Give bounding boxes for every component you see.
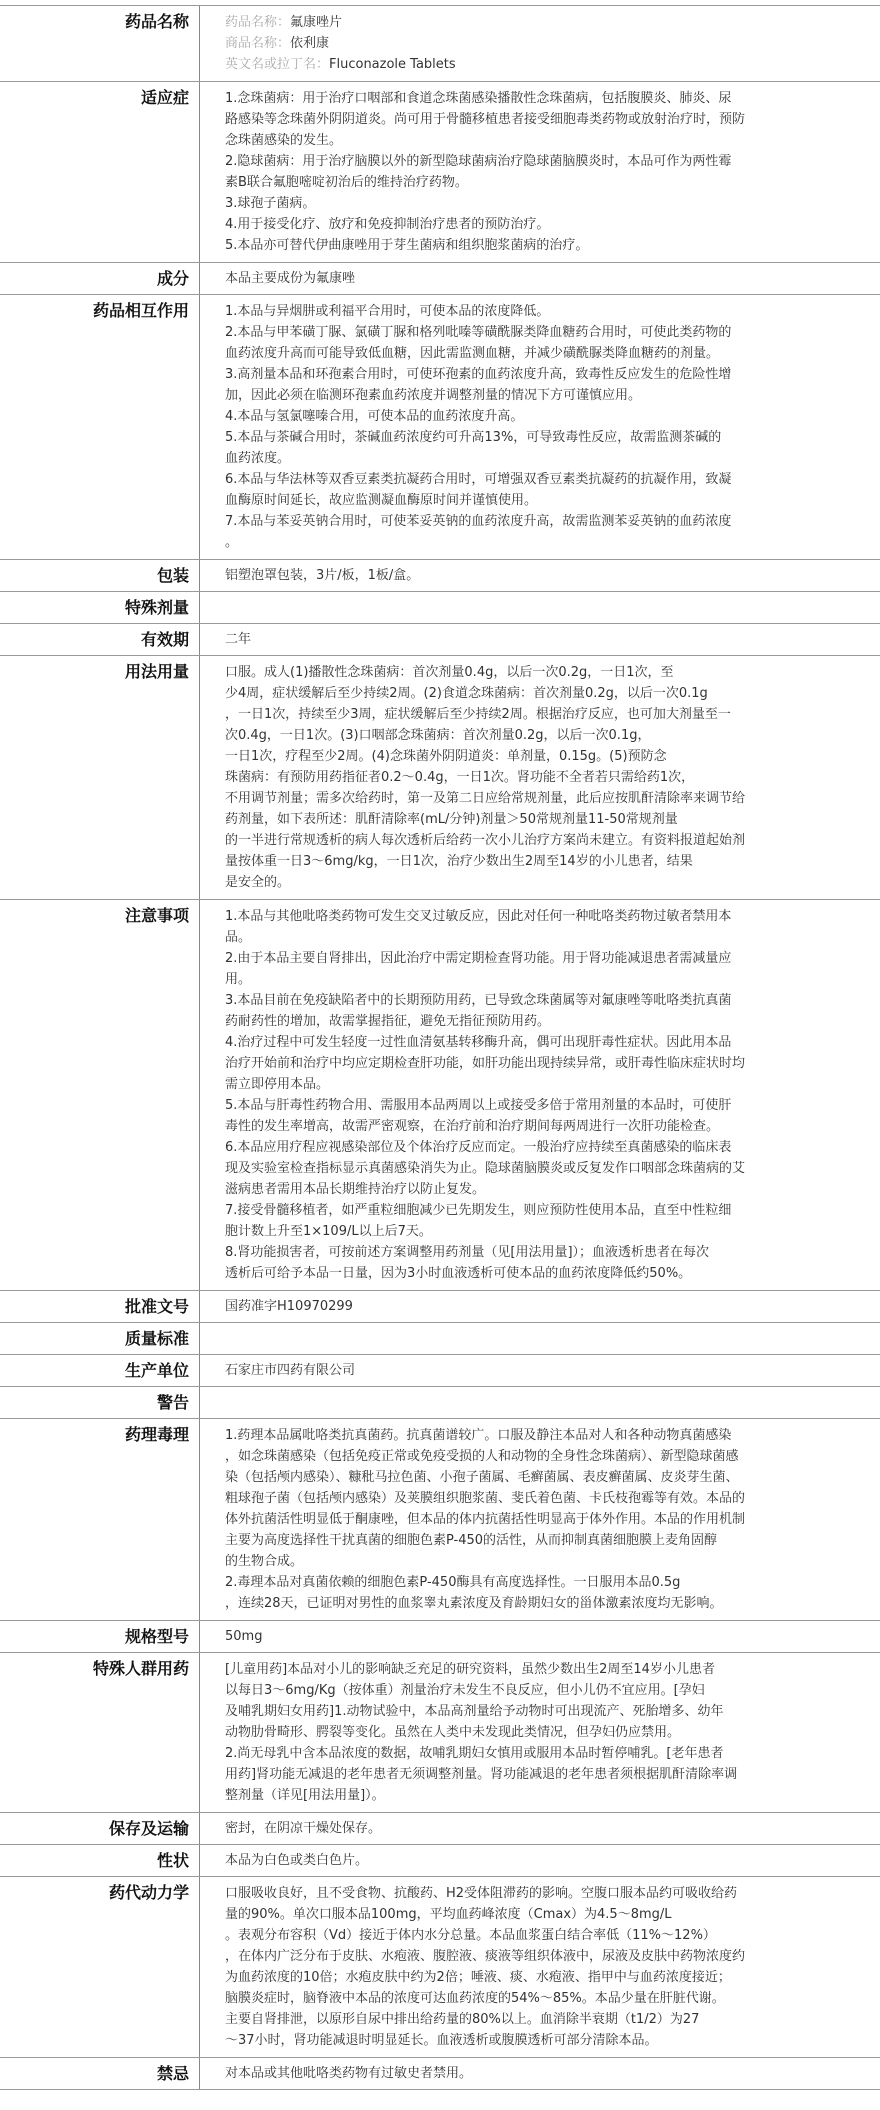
content-line: [儿童用药]本品对小儿的影响缺乏充足的研究资料，虽然少数出生2周至14岁小儿患者 [225, 1662, 715, 1677]
row-validity [0, 624, 880, 656]
row-content [200, 2058, 880, 2089]
row-special-population [0, 1653, 880, 1813]
content-line: ，在体内广泛分布于皮肤、水疱液、腹腔液、痰液等组织体液中，尿液及皮肤中药物浓度约 [225, 1949, 746, 1964]
row-label: 药理毒理 [0, 1419, 200, 1620]
content-line: 1.本品与异烟肼或利福平合用时，可使本品的浓度降低。 [225, 304, 550, 319]
content-line: 密封，在阴凉干燥处保存。 [225, 1821, 382, 1836]
content-line: 治疗开始前和治疗中均应定期检查肝功能，如肝功能出现持续异常，或肝毒性临床症状时均 [225, 1056, 746, 1071]
content-line: 2.毒理本品对真菌依赖的细胞色素P-450酶具有高度选择性。一日服用本品0.5g [225, 1575, 681, 1590]
row-spec [0, 1621, 880, 1653]
content-line: 铝塑泡罩包装，3片/板，1板/盒。 [225, 568, 420, 583]
content-line: 量按体重一日3～6mg/kg，一日1次，治疗少数出生2周至14岁的小儿患者，结果 [225, 854, 693, 869]
content-line: 路感染等念珠菌外阴阴道炎。尚可用于骨髓移植患者接受细胞毒类药物或放射治疗时，预防 [225, 112, 746, 127]
row-content [200, 263, 880, 294]
content-line: 念珠菌感染的发生。 [225, 133, 343, 148]
content-line: 2.由于本品主要自肾排出，因此治疗中需定期检查肾功能。用于肾功能减退患者需减量应 [225, 951, 732, 966]
row-label: 药品名称 [0, 6, 200, 81]
content-line: 为血药浓度的10倍；水疱皮肤中约为2倍；唾液、痰、水疱液、指甲中与血药浓度接近； [225, 1970, 731, 1985]
row-content [200, 1355, 880, 1386]
content-line: 4.本品与氢氯噻嗪合用，可使本品的血药浓度升高。 [225, 409, 524, 424]
row-interactions [0, 295, 880, 560]
row-quality [0, 1323, 880, 1355]
content-line: 血药浓度。 [225, 451, 291, 466]
content-line: 6.本品与华法林等双香豆素类抗凝药合用时，可增强双香豆素类抗凝药的抗凝作用，致凝 [225, 472, 732, 487]
row-label: 有效期 [0, 624, 200, 655]
content-line: 滋病患者需用本品长期维持治疗以防止复发。 [225, 1182, 486, 1197]
row-label: 适应症 [0, 82, 200, 262]
generic-name [225, 12, 880, 33]
content-line: 石家庄市四药有限公司 [225, 1363, 356, 1378]
drug-name-values [200, 6, 880, 81]
content-line: 2.尚无母乳中含本品浓度的数据，故哺乳期妇女慎用或服用本品时暂停哺乳。[老年患者 [225, 1746, 724, 1761]
row-label: 质量标准 [0, 1323, 200, 1354]
content-line: 品。 [225, 930, 252, 945]
row-drug-name [0, 6, 880, 82]
content-line: 主要为高度选择性干扰真菌的细胞色素P-450的活性，从而抑制真菌细胞膜上麦角固醇 [225, 1533, 718, 1548]
field-prefix: 英文名或拉丁名： [225, 57, 330, 72]
row-package [0, 560, 880, 592]
row-manufacturer [0, 1355, 880, 1387]
content-line: 少4周，症状缓解后至少持续2周。(2)食道念珠菌病：首次剂量0.2g，以后一次0.1g [225, 686, 708, 701]
row-indications [0, 82, 880, 263]
row-label: 特殊人群用药 [0, 1653, 200, 1812]
row-label: 特殊剂量 [0, 592, 200, 623]
content-line: 对本品或其他吡咯类药物有过敏史者禁用。 [225, 2066, 473, 2081]
content-line: 7.接受骨髓移植者，如严重粒细胞减少已先期发生，则应预防性使用本品，直至中性粒细 [225, 1203, 732, 1218]
row-content [200, 1291, 880, 1322]
row-label: 注意事项 [0, 900, 200, 1290]
content-line: 加，因此必须在临测环孢素血药浓度并调整剂量的情况下方可谨慎应用。 [225, 388, 642, 403]
row-pharmacology [0, 1419, 880, 1621]
field-value: 氟康唑片 [290, 15, 343, 30]
row-label: 批准文号 [0, 1291, 200, 1322]
content-line: 国药准字H10970299 [225, 1299, 353, 1314]
row-label: 性状 [0, 1845, 200, 1876]
content-line: 次0.4g，一日1次。(3)口咽部念珠菌病：首次剂量0.2g，以后一次0.1g， [225, 728, 651, 743]
row-content [200, 1323, 880, 1354]
row-precautions [0, 900, 880, 1291]
content-line: 口服。成人(1)播散性念珠菌病：首次剂量0.4g，以后一次0.2g，一日1次，至 [225, 665, 674, 680]
content-line: 1.本品与其他吡咯类药物可发生交叉过敏反应，因此对任何一种吡咯类药物过敏者禁用本 [225, 909, 732, 924]
content-line: 本品为白色或类白色片。 [225, 1853, 369, 1868]
row-content [200, 624, 880, 655]
row-content [200, 1419, 880, 1620]
content-line: 一日1次，疗程至少2周。(4)念珠菌外阴阴道炎：单剂量，0.15g。(5)预防念 [225, 749, 667, 764]
row-label: 用法用量 [0, 656, 200, 899]
content-line: 药剂量，如下表所述：肌酐清除率(mL/分钟)剂量＞50常规剂量11-50常规剂量 [225, 812, 678, 827]
content-line: 胞计数上升至1×109/L以上后7天。 [225, 1224, 432, 1239]
row-content [200, 1813, 880, 1844]
field-value: Fluconazole Tablets [329, 57, 456, 72]
content-line: 2.隐球菌病：用于治疗脑膜以外的新型隐球菌病治疗隐球菌脑膜炎时，本品可作为两性霉 [225, 154, 732, 169]
content-line: 二年 [225, 632, 252, 647]
content-line: 4.用于接受化疗、放疗和免疫抑制治疗患者的预防治疗。 [225, 217, 550, 232]
content-line: 口服吸收良好，且不受食物、抗酸药、H2受体阻滞药的影响。空腹口服本品约可吸收给药 [225, 1886, 738, 1901]
content-line: 染（包括颅内感染）、糠秕马拉色菌、小孢子菌属、毛癣菌属、表皮癣菌属、皮炎芽生菌、 [225, 1470, 739, 1485]
row-content [200, 1877, 880, 2057]
content-line: 药耐药性的增加，故需掌握指征，避免无指征预防用药。 [225, 1014, 551, 1029]
row-ingredients [0, 263, 880, 295]
content-line: 3.本品目前在免疫缺陷者中的长期预防用药，已导致念珠菌属等对氟康唑等吡咯类抗真菌 [225, 993, 732, 1008]
content-line: 以每日3～6mg/Kg（按体重）剂量治疗未发生不良反应，但小儿仍不宜应用。[孕妇 [225, 1683, 705, 1698]
content-line: 本品主要成份为氟康唑 [225, 271, 356, 286]
content-line: 素B联合氟胞嘧啶初治后的维持治疗药物。 [225, 175, 468, 190]
field-value: 依利康 [290, 36, 330, 51]
content-line: ，如念珠菌感染（包括免疫正常或免疫受损的人和动物的全身性念珠菌病）、新型隐球菌感 [225, 1449, 739, 1464]
content-line: 血酶原时间延长，故应监测凝血酶原时间并谨慎使用。 [225, 493, 538, 508]
content-line: 血药浓度升高而可能导致低血糖，因此需监测血糖，并减少磺酰脲类降血糖药的剂量。 [225, 346, 720, 361]
row-content [200, 560, 880, 591]
row-label: 药品相互作用 [0, 295, 200, 559]
row-label: 保存及运输 [0, 1813, 200, 1844]
row-appearance [0, 1845, 880, 1877]
row-contraindications [0, 2058, 880, 2090]
content-line: 珠菌病：有预防用药指征者0.2～0.4g，一日1次。肾功能不全者若只需给药1次， [225, 770, 695, 785]
row-storage [0, 1813, 880, 1845]
row-content [200, 82, 880, 262]
drug-info-table [0, 5, 880, 2090]
content-line: 主要自肾排泄，以原形自尿中排出给药量的80%以上。血消除半衰期（t1/2）为27 [225, 2012, 700, 2027]
row-label: 禁忌 [0, 2058, 200, 2089]
content-line: 用。 [225, 972, 252, 987]
content-line: 3.高剂量本品和环孢素合用时，可使环孢素的血药浓度升高，致毒性反应发生的危险性增 [225, 367, 732, 382]
content-line: 整剂量（详见[用法用量]）。 [225, 1788, 385, 1803]
field-prefix: 药品名称： [225, 15, 291, 30]
content-line: 现及实验室检查指标显示真菌感染消失为止。隐球菌脑膜炎或反复发作口咽部念珠菌病的艾 [225, 1161, 746, 1176]
content-line: 需立即停用本品。 [225, 1077, 330, 1092]
row-content [200, 900, 880, 1290]
content-line: 及哺乳期妇女用药]1.动物试验中，本品高剂量给予动物时可出现流产、死胎增多、幼年 [225, 1704, 724, 1719]
row-special-dose [0, 592, 880, 624]
row-label: 包装 [0, 560, 200, 591]
content-line: 1.药理本品属吡咯类抗真菌药。抗真菌谱较广。口服及静注本品对人和各种动物真菌感染 [225, 1428, 732, 1443]
content-line: 1.念珠菌病：用于治疗口咽部和食道念珠菌感染播散性念珠菌病，包括腹膜炎、肺炎、尿 [225, 91, 732, 106]
row-label: 生产单位 [0, 1355, 200, 1386]
content-line: 4.治疗过程中可发生轻度一过性血清氨基转移酶升高，偶可出现肝毒性症状。因此用本品 [225, 1035, 732, 1050]
content-line: 。表观分布容积（Vd）接近于体内水分总量。本品血浆蛋白结合率低（11%～12%） [225, 1928, 716, 1943]
row-content [200, 1653, 880, 1812]
content-line: 体外抗菌活性明显低于酮康唑，但本品的体内抗菌括性明显高于体外作用。本品的作用机制 [225, 1512, 746, 1527]
field-prefix: 商品名称： [225, 36, 291, 51]
trade-name [225, 33, 880, 54]
content-line: 3.球孢子菌病。 [225, 196, 316, 211]
row-content [200, 656, 880, 899]
row-label: 药代动力学 [0, 1877, 200, 2057]
content-line: 用药]肾功能无减退的老年患者无须调整剂量。肾功能减退的老年患者须根据肌酐清除率调 [225, 1767, 738, 1782]
row-warning [0, 1387, 880, 1419]
row-pharmacokinetics [0, 1877, 880, 2058]
content-line: 量的90%。单次口服本品100mg，平均血药峰浓度（Cmax）为4.5～8mg/L [225, 1907, 672, 1922]
info-rows [0, 82, 880, 2090]
content-line: 粗球孢子菌（包括颅内感染）及荚膜组织胞浆菌、斐氏着色菌、卡氏枝孢霉等有效。本品的 [225, 1491, 746, 1506]
content-line: ，一日1次，持续至少3周，症状缓解后至少持续2周。根据治疗反应，也可加大剂量至一 [225, 707, 731, 722]
content-line: 5.本品与肝毒性药物合用、需服用本品两周以上或接受多倍于常用剂量的本品时，可使肝 [225, 1098, 732, 1113]
row-content [200, 1621, 880, 1652]
content-line: ～37小时，肾功能减退时明显延长。血液透析或腹膜透析可部分清除本品。 [225, 2033, 658, 2048]
row-content [200, 1387, 880, 1418]
content-line: 脑膜炎症时，脑脊液中本品的浓度可达血药浓度的54%～85%。本品少量在肝脏代谢。 [225, 1991, 725, 2006]
content-line: 6.本品应用疗程应视感染部位及个体治疗反应而定。一般治疗应持续至真菌感染的临床表 [225, 1140, 732, 1155]
content-line: 透析后可给予本品一日量，因为3小时血液透析可使本品的血药浓度降低约50%。 [225, 1266, 692, 1281]
row-content [200, 295, 880, 559]
row-dosage [0, 656, 880, 900]
content-line: 毒性的发生率增高，故需严密观察，在治疗前和治疗期间每两周进行一次肝功能检查。 [225, 1119, 720, 1134]
content-line: 5.本品与茶碱合用时，茶碱血药浓度约可升高13%，可导致毒性反应，故需监测茶碱的 [225, 430, 722, 445]
content-line: 5.本品亦可替代伊曲康唑用于芽生菌病和组织胞浆菌病的治疗。 [225, 238, 589, 253]
row-content [200, 1845, 880, 1876]
content-line: 动物肋骨畸形、腭裂等变化。虽然在人类中未发现此类情况，但孕妇仍应禁用。 [225, 1725, 681, 1740]
row-label: 规格型号 [0, 1621, 200, 1652]
row-content [200, 592, 880, 623]
content-line: 50mg [225, 1629, 263, 1644]
content-line: 2.本品与甲苯磺丁脲、氯磺丁脲和格列吡嗪等磺酰脲类降血糖药合用时，可使此类药物的 [225, 325, 732, 340]
content-line: 。 [225, 535, 239, 550]
content-line: 的一半进行常规透析的病人每次透析后给药一次小儿治疗方案尚未建立。有资料报道起始剂 [225, 833, 746, 848]
content-line: 的生物合成。 [225, 1554, 304, 1569]
content-line: 8.肾功能损害者，可按前述方案调整用药剂量（见[用法用量]）；血液透析患者在每次 [225, 1245, 710, 1260]
content-line: ，连续28天，已证明对男性的血浆睾丸素浓度及育龄期妇女的甾体激素浓度均无影响。 [225, 1596, 723, 1611]
row-label: 成分 [0, 263, 200, 294]
english-name [225, 54, 880, 75]
content-line: 不用调节剂量；需多次给药时，第一及第二日应给常规剂量，此后应按肌酐清除率来调节给 [225, 791, 746, 806]
content-line: 是安全的。 [225, 875, 291, 890]
row-approval [0, 1291, 880, 1323]
content-line: 7.本品与苯妥英钠合用时，可使苯妥英钠的血药浓度升高，故需监测苯妥英钠的血药浓度 [225, 514, 732, 529]
row-label: 警告 [0, 1387, 200, 1418]
